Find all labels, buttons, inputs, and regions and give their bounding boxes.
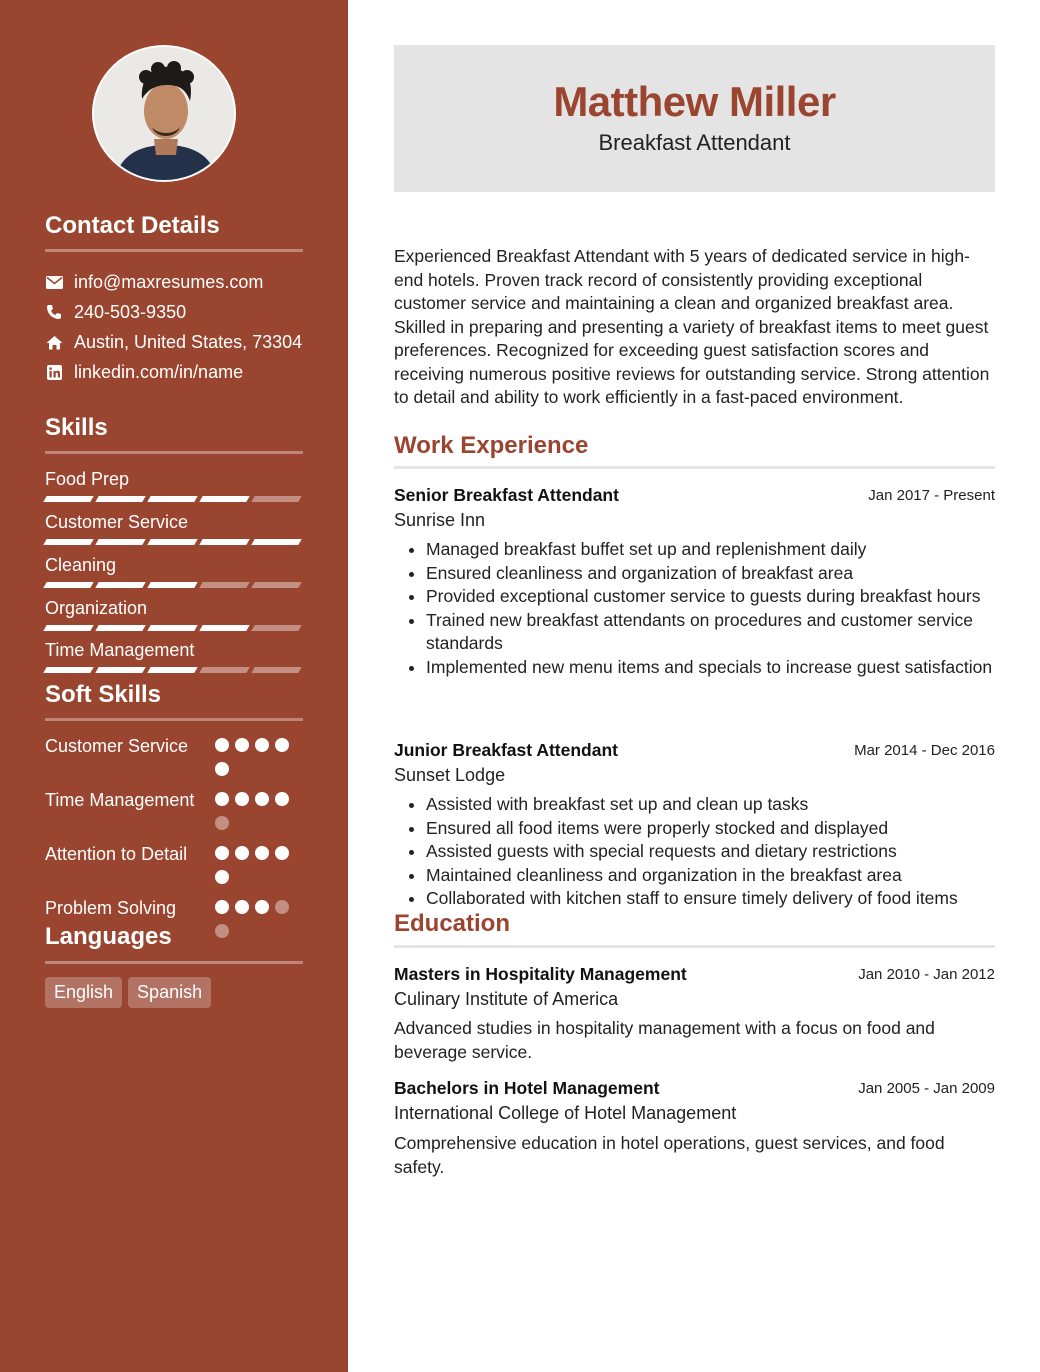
candidate-name: Matthew Miller: [553, 78, 836, 125]
skill-bar-filled: [95, 539, 145, 545]
skill-bar-filled: [147, 667, 197, 673]
job-org: Sunset Lodge: [394, 765, 506, 785]
contact-address: [45, 330, 302, 354]
school: Culinary Institute of America: [394, 989, 619, 1009]
rating-dot-filled: [215, 792, 229, 806]
rating-dot-empty: [215, 816, 229, 830]
contact-phone-text: 240-503-9350: [74, 301, 187, 322]
skill-meter: [45, 625, 303, 631]
soft-skill-item: [45, 734, 303, 758]
rating-dot-empty: [275, 900, 289, 914]
skill-label: Time Management: [45, 640, 195, 660]
rating-dot-filled: [215, 870, 229, 884]
skill-bar-filled: [147, 625, 197, 631]
skill-bar-filled: [147, 582, 197, 588]
language-tag: Spanish: [128, 977, 211, 1008]
skill-bar-filled: [43, 539, 93, 545]
skill-bar-filled: [199, 496, 249, 502]
soft-skill-item: [45, 788, 303, 812]
list-item: • Ensured all food items were properly stocked and displayed: [426, 817, 995, 841]
skill-bar-empty: [251, 625, 301, 631]
skill-bar-empty: [199, 582, 249, 588]
skill-bar-filled: [199, 625, 249, 631]
skill-item: [45, 597, 303, 631]
name-header: [394, 45, 995, 192]
rating-dot-empty: [215, 924, 229, 938]
languages-heading: Languages: [45, 923, 172, 950]
contact-linkedin[interactable]: [45, 360, 243, 384]
skill-bar-filled: [251, 539, 301, 545]
envelope-icon: [45, 273, 63, 291]
skill-meter: [45, 667, 303, 673]
list-item: • Trained new breakfast attendants on procedures and customer service standards: [426, 609, 995, 656]
skill-item: [45, 639, 303, 673]
divider: [394, 466, 995, 469]
skill-bar-filled: [95, 496, 145, 502]
education-desc: Comprehensive education in hotel operations, guest services, and food safety.: [394, 1133, 945, 1177]
skill-bar-filled: [43, 625, 93, 631]
education-dates: Jan 2010 - Jan 2012: [858, 966, 995, 983]
rating-dot-filled: [215, 846, 229, 860]
list-item: • Ensured cleanliness and organization of breakfast area: [426, 562, 995, 586]
soft-skills-heading: Soft Skills: [45, 681, 162, 708]
avatar: [92, 45, 236, 182]
rating-dot-filled: [235, 738, 249, 752]
education-heading: Education: [394, 910, 511, 937]
skill-label: Organization: [45, 598, 148, 618]
skill-bar-filled: [43, 667, 93, 673]
list-item: • Assisted with breakfast set up and clean up tasks: [426, 793, 995, 817]
rating-dot-filled: [275, 846, 289, 860]
skill-bar-filled: [95, 667, 145, 673]
soft-skill-rating: [215, 900, 295, 938]
candidate-title: Breakfast Attendant: [598, 130, 791, 155]
skill-bar-filled: [147, 496, 197, 502]
skill-bar-empty: [251, 496, 301, 502]
contact-email[interactable]: [45, 270, 263, 294]
soft-skill-rating: [215, 846, 295, 884]
divider: [45, 249, 303, 252]
job-role: Junior Breakfast Attendant: [394, 740, 618, 760]
contact-linkedin-text: linkedin.com/in/name: [74, 361, 244, 382]
list-item: • Provided exceptional customer service to guests during breakfast hours: [426, 585, 995, 609]
soft-skill-item: [45, 842, 303, 866]
rating-dot-filled: [275, 792, 289, 806]
rating-dot-filled: [235, 900, 249, 914]
skill-bar-filled: [199, 539, 249, 545]
job-header: [394, 485, 995, 531]
job-role: Senior Breakfast Attendant: [394, 485, 619, 505]
skill-item: [45, 554, 303, 588]
contact-phone[interactable]: [45, 300, 186, 324]
skill-bar-empty: [251, 667, 301, 673]
school: International College of Hotel Management: [394, 1103, 737, 1123]
skill-meter: [45, 496, 303, 502]
soft-skill-label: Problem Solving: [45, 898, 177, 918]
skill-bar-empty: [199, 667, 249, 673]
home-icon: [45, 333, 63, 351]
skill-meter: [45, 582, 303, 588]
education-desc: Advanced studies in hospitality management with a focus on food and beverage service.: [394, 1018, 935, 1062]
rating-dot-filled: [255, 846, 269, 860]
job-dates: Mar 2014 - Dec 2016: [854, 742, 995, 759]
job-bullets: [410, 538, 995, 680]
linkedin-icon: [45, 363, 63, 381]
rating-dot-filled: [235, 792, 249, 806]
rating-dot-filled: [235, 846, 249, 860]
phone-icon: [45, 303, 63, 321]
skill-label: Food Prep: [45, 469, 130, 489]
skill-item: [45, 511, 303, 545]
education-dates: Jan 2005 - Jan 2009: [858, 1080, 995, 1097]
list-item: • Collaborated with kitchen staff to ensure timely delivery of food items: [426, 887, 995, 911]
soft-skill-item: [45, 896, 303, 920]
job-org: Sunrise Inn: [394, 510, 486, 530]
rating-dot-filled: [275, 738, 289, 752]
degree: Masters in Hospitality Management: [394, 964, 687, 984]
rating-dot-filled: [255, 792, 269, 806]
skill-bar-filled: [43, 496, 93, 502]
sidebar: [0, 0, 348, 1372]
divider: [45, 961, 303, 964]
rating-dot-filled: [215, 900, 229, 914]
soft-skill-label: Time Management: [45, 790, 195, 810]
degree: Bachelors in Hotel Management: [394, 1078, 660, 1098]
rating-dot-filled: [215, 762, 229, 776]
skill-label: Customer Service: [45, 512, 189, 532]
skill-bar-filled: [147, 539, 197, 545]
skills-heading: Skills: [45, 414, 108, 441]
list-item: • Assisted guests with special requests and dietary restrictions: [426, 840, 995, 864]
skill-bar-empty: [251, 582, 301, 588]
skill-bar-filled: [43, 582, 93, 588]
rating-dot-filled: [215, 738, 229, 752]
skill-meter: [45, 539, 303, 545]
skill-item: [45, 468, 303, 502]
skill-label: Cleaning: [45, 555, 117, 575]
list-item: • Maintained cleanliness and organization in the breakfast area: [426, 864, 995, 888]
rating-dot-filled: [255, 738, 269, 752]
education-header: [394, 1078, 995, 1124]
contact-heading: Contact Details: [45, 212, 220, 239]
soft-skill-rating: [215, 792, 295, 830]
language-tags: [45, 977, 211, 1008]
job-bullets: [410, 793, 995, 911]
rating-dot-filled: [255, 900, 269, 914]
soft-skill-label: Customer Service: [45, 736, 189, 756]
divider: [45, 451, 303, 454]
job-dates: Jan 2017 - Present: [868, 487, 995, 504]
contact-email-text: info@maxresumes.com: [74, 271, 264, 292]
work-heading: Work Experience: [394, 432, 589, 459]
list-item: • Implemented new menu items and specials to increase guest satisfaction: [426, 656, 995, 680]
skill-bar-filled: [95, 582, 145, 588]
education-header: [394, 964, 995, 1010]
summary: Experienced Breakfast Attendant with 5 years of dedicated service in high-end hotels. Proven track record of consistently providing exceptional customer service and maintaining a clean and organized breakfast area. Skilled in preparing and presenting a variety of breakfast items to meet guest preferences. Recognized for exceeding guest satisfaction scores and receiving numerous positive reviews for outstanding service. Strong attention to detail and ability to work efficiently in a fast-paced environment.: [394, 246, 990, 407]
soft-skill-rating: [215, 738, 295, 776]
job-header: [394, 740, 995, 786]
list-item: • Managed breakfast buffet set up and replenishment daily: [426, 538, 995, 562]
divider: [45, 718, 303, 721]
profile-photo: [94, 47, 236, 182]
soft-skill-label: Attention to Detail: [45, 844, 188, 864]
skill-bar-filled: [95, 625, 145, 631]
language-tag: English: [45, 977, 122, 1008]
divider: [394, 945, 995, 948]
contact-address-text: Austin, United States, 73304: [74, 331, 303, 352]
